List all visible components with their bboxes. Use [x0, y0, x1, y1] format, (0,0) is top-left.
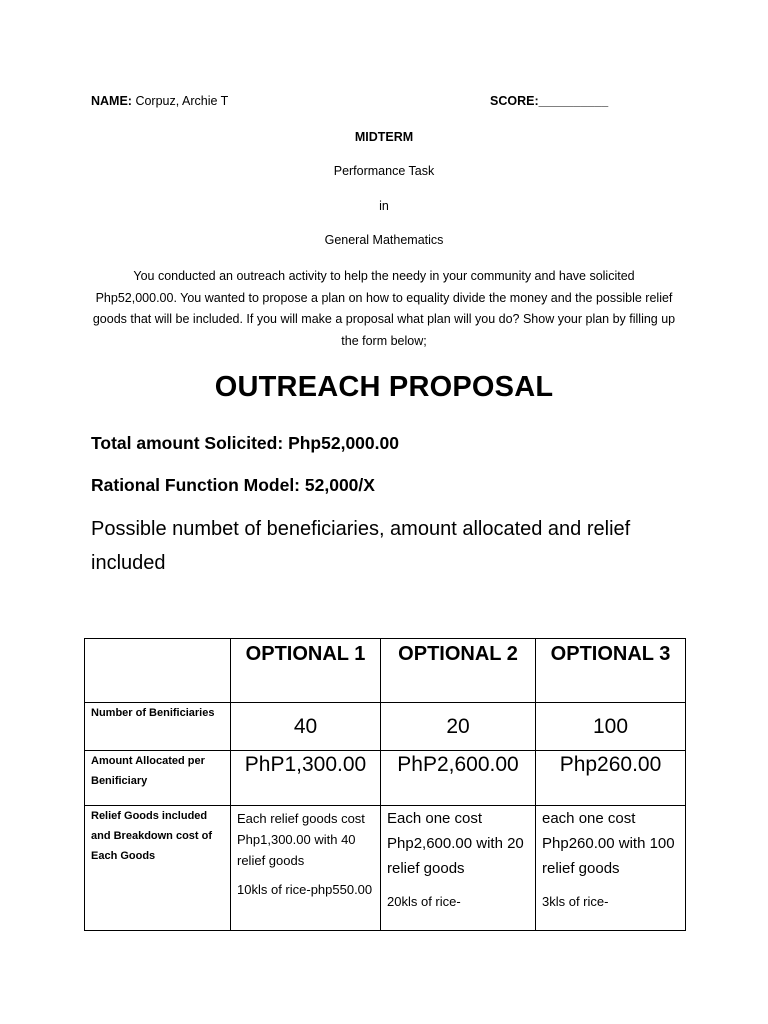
total-amount-value: Php52,000.00 [288, 433, 399, 453]
table-subheading: Possible numbet of beneficiaries, amount allocated and relief included [91, 518, 631, 574]
relief-goods-option-3 [536, 806, 686, 931]
beneficiaries-option-1: 40 [231, 703, 381, 751]
relief-goods-option-2-summary: Each one cost Php2,600.00 with 20 relief goods [387, 810, 524, 877]
score-blank: __________ [538, 94, 609, 108]
relief-goods-option-2-item: 20kls of rice- [387, 894, 461, 909]
beneficiaries-option-2: 20 [381, 703, 536, 751]
table-row-beneficiaries [85, 703, 686, 751]
instructions-paragraph: You conducted an outreach activity to help the needy in your community and have solicited Php52,000.00. You wanted to propose a plan on how to equality divide the money and the possible relief goods that will be included. If you will make a proposal what plan will you do? Show your plan by filling up the form below; [92, 269, 676, 348]
task-title: Performance Task [333, 164, 435, 178]
row-label-beneficiaries: Number of Benificiaries [85, 703, 231, 751]
header-optional-2: OPTIONAL 2 [381, 639, 536, 703]
model-line [91, 475, 375, 496]
header-optional-1: OPTIONAL 1 [231, 639, 381, 703]
proposal-table [84, 638, 686, 931]
name-field [91, 94, 228, 108]
relief-goods-option-1-summary: Each relief goods cost Php1,300.00 with 40 relief goods [237, 811, 365, 868]
amount-option-2: PhP2,600.00 [381, 751, 536, 806]
relief-goods-option-1 [231, 806, 381, 931]
in-text: in [379, 199, 389, 213]
row-label-relief-goods: Relief Goods included and Breakdown cost of Each Goods [85, 806, 231, 931]
model-label: Rational Function Model: [91, 475, 301, 495]
total-amount-label: Total amount Solicited: [91, 433, 284, 453]
name-value: Corpuz, Archie T [135, 94, 229, 108]
table-row-relief-goods [85, 806, 686, 931]
beneficiaries-option-3: 100 [536, 703, 686, 751]
relief-goods-option-3-item: 3kls of rice- [542, 894, 609, 909]
subject-title: General Mathematics [324, 233, 444, 247]
table-header-row [85, 639, 686, 703]
header-optional-3: OPTIONAL 3 [536, 639, 686, 703]
relief-goods-option-2 [381, 806, 536, 931]
relief-goods-option-3-summary: each one cost Php260.00 with 100 relief goods [542, 810, 675, 877]
relief-goods-option-1-item: 10kls of rice-php550.00 [237, 882, 373, 897]
score-label: SCORE: [490, 94, 539, 108]
score-field [490, 94, 608, 108]
total-amount-line [91, 433, 399, 454]
amount-option-3: Php260.00 [536, 751, 686, 806]
table-corner-cell [85, 639, 231, 703]
exam-title: MIDTERM [354, 130, 414, 144]
proposal-title: OUTREACH PROPOSAL [214, 371, 554, 403]
header-row [91, 94, 768, 112]
name-label: NAME: [91, 94, 132, 108]
table-row-amount [85, 751, 686, 806]
model-value: 52,000/X [304, 475, 375, 495]
row-label-amount: Amount Allocated per Benificiary [85, 751, 231, 806]
amount-option-1: PhP1,300.00 [231, 751, 381, 806]
